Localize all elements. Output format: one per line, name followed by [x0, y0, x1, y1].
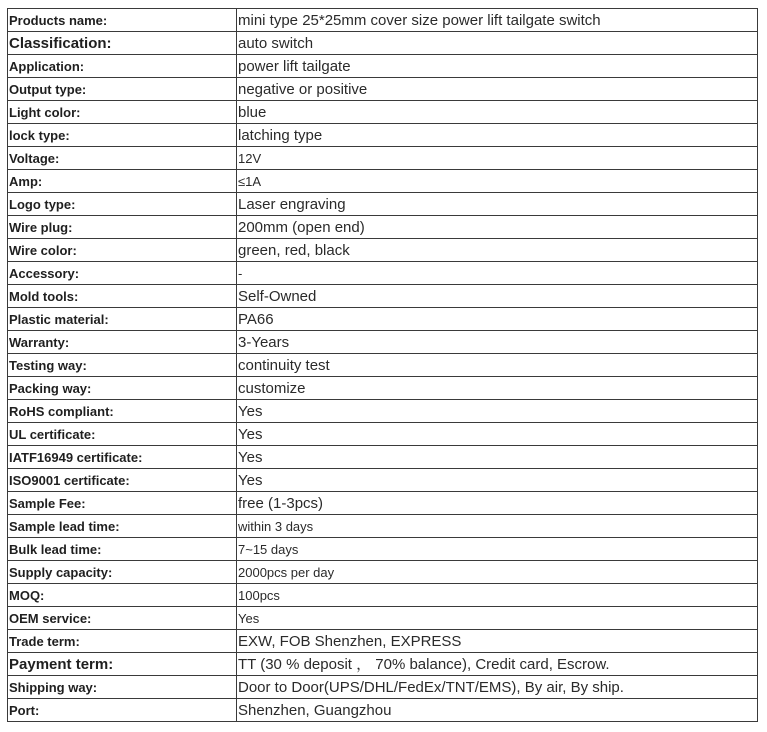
table-row — [8, 262, 758, 285]
spec-value: Laser engraving — [237, 193, 758, 216]
table-row — [8, 78, 758, 101]
spec-value: 100pcs — [237, 584, 758, 607]
spec-label: Port: — [8, 699, 237, 722]
spec-value: - — [237, 262, 758, 285]
spec-label: Wire plug: — [8, 216, 237, 239]
spec-value: green, red, black — [237, 239, 758, 262]
spec-value: ≤1A — [237, 170, 758, 193]
table-row — [8, 170, 758, 193]
table-row — [8, 216, 758, 239]
table-row — [8, 699, 758, 722]
table-row — [8, 584, 758, 607]
table-row — [8, 9, 758, 32]
spec-label: Supply capacity: — [8, 561, 237, 584]
spec-value: auto switch — [237, 32, 758, 55]
spec-value: negative or positive — [237, 78, 758, 101]
product-spec-table — [7, 8, 758, 722]
spec-value: continuity test — [237, 354, 758, 377]
table-row — [8, 400, 758, 423]
spec-value: power lift tailgate — [237, 55, 758, 78]
table-row — [8, 492, 758, 515]
spec-label: Packing way: — [8, 377, 237, 400]
spec-label: Accessory: — [8, 262, 237, 285]
table-row — [8, 285, 758, 308]
spec-label: OEM service: — [8, 607, 237, 630]
table-row — [8, 653, 758, 676]
spec-value: 200mm (open end) — [237, 216, 758, 239]
table-row — [8, 331, 758, 354]
spec-label: Logo type: — [8, 193, 237, 216]
table-row — [8, 676, 758, 699]
spec-label: Classification: — [8, 32, 237, 55]
spec-label: Bulk lead time: — [8, 538, 237, 561]
spec-value: latching type — [237, 124, 758, 147]
spec-value: 12V — [237, 147, 758, 170]
spec-label: Sample lead time: — [8, 515, 237, 538]
table-row — [8, 538, 758, 561]
spec-value: TT (30 % deposit ， 70% balance), Credit card, Escrow. — [237, 653, 758, 676]
spec-value: Yes — [237, 469, 758, 492]
spec-label: Wire color: — [8, 239, 237, 262]
spec-label: IATF16949 certificate: — [8, 446, 237, 469]
spec-label: Voltage: — [8, 147, 237, 170]
spec-value: Yes — [237, 446, 758, 469]
table-row — [8, 124, 758, 147]
table-row — [8, 32, 758, 55]
spec-label: Amp: — [8, 170, 237, 193]
spec-value: EXW, FOB Shenzhen, EXPRESS — [237, 630, 758, 653]
spec-table-body — [8, 9, 758, 722]
spec-label: Application: — [8, 55, 237, 78]
spec-label: lock type: — [8, 124, 237, 147]
spec-label: ISO9001 certificate: — [8, 469, 237, 492]
spec-label: Trade term: — [8, 630, 237, 653]
spec-value: mini type 25*25mm cover size power lift tailgate switch — [237, 9, 758, 32]
spec-label: RoHS compliant: — [8, 400, 237, 423]
spec-value: customize — [237, 377, 758, 400]
spec-label: MOQ: — [8, 584, 237, 607]
table-row — [8, 630, 758, 653]
table-row — [8, 193, 758, 216]
spec-label: Plastic material: — [8, 308, 237, 331]
table-row — [8, 55, 758, 78]
table-row — [8, 515, 758, 538]
spec-value: 7~15 days — [237, 538, 758, 561]
table-row — [8, 101, 758, 124]
spec-label: Warranty: — [8, 331, 237, 354]
table-row — [8, 239, 758, 262]
spec-value: Self-Owned — [237, 285, 758, 308]
spec-value: free (1-3pcs) — [237, 492, 758, 515]
spec-value: Yes — [237, 400, 758, 423]
spec-label: Mold tools: — [8, 285, 237, 308]
spec-label: Payment term: — [8, 653, 237, 676]
spec-value: PA66 — [237, 308, 758, 331]
spec-value: Yes — [237, 607, 758, 630]
spec-value: within 3 days — [237, 515, 758, 538]
table-row — [8, 446, 758, 469]
table-row — [8, 469, 758, 492]
spec-value: 3-Years — [237, 331, 758, 354]
table-row — [8, 147, 758, 170]
spec-label: Testing way: — [8, 354, 237, 377]
spec-value: Yes — [237, 423, 758, 446]
spec-label: Shipping way: — [8, 676, 237, 699]
table-row — [8, 308, 758, 331]
table-row — [8, 354, 758, 377]
table-row — [8, 377, 758, 400]
table-row — [8, 423, 758, 446]
table-row — [8, 561, 758, 584]
spec-label: Light color: — [8, 101, 237, 124]
spec-value: Door to Door(UPS/DHL/FedEx/TNT/EMS), By air, By ship. — [237, 676, 758, 699]
spec-label: UL certificate: — [8, 423, 237, 446]
spec-value: 2000pcs per day — [237, 561, 758, 584]
spec-label: Products name: — [8, 9, 237, 32]
table-row — [8, 607, 758, 630]
spec-label: Output type: — [8, 78, 237, 101]
spec-label: Sample Fee: — [8, 492, 237, 515]
spec-value: Shenzhen, Guangzhou — [237, 699, 758, 722]
spec-value: blue — [237, 101, 758, 124]
